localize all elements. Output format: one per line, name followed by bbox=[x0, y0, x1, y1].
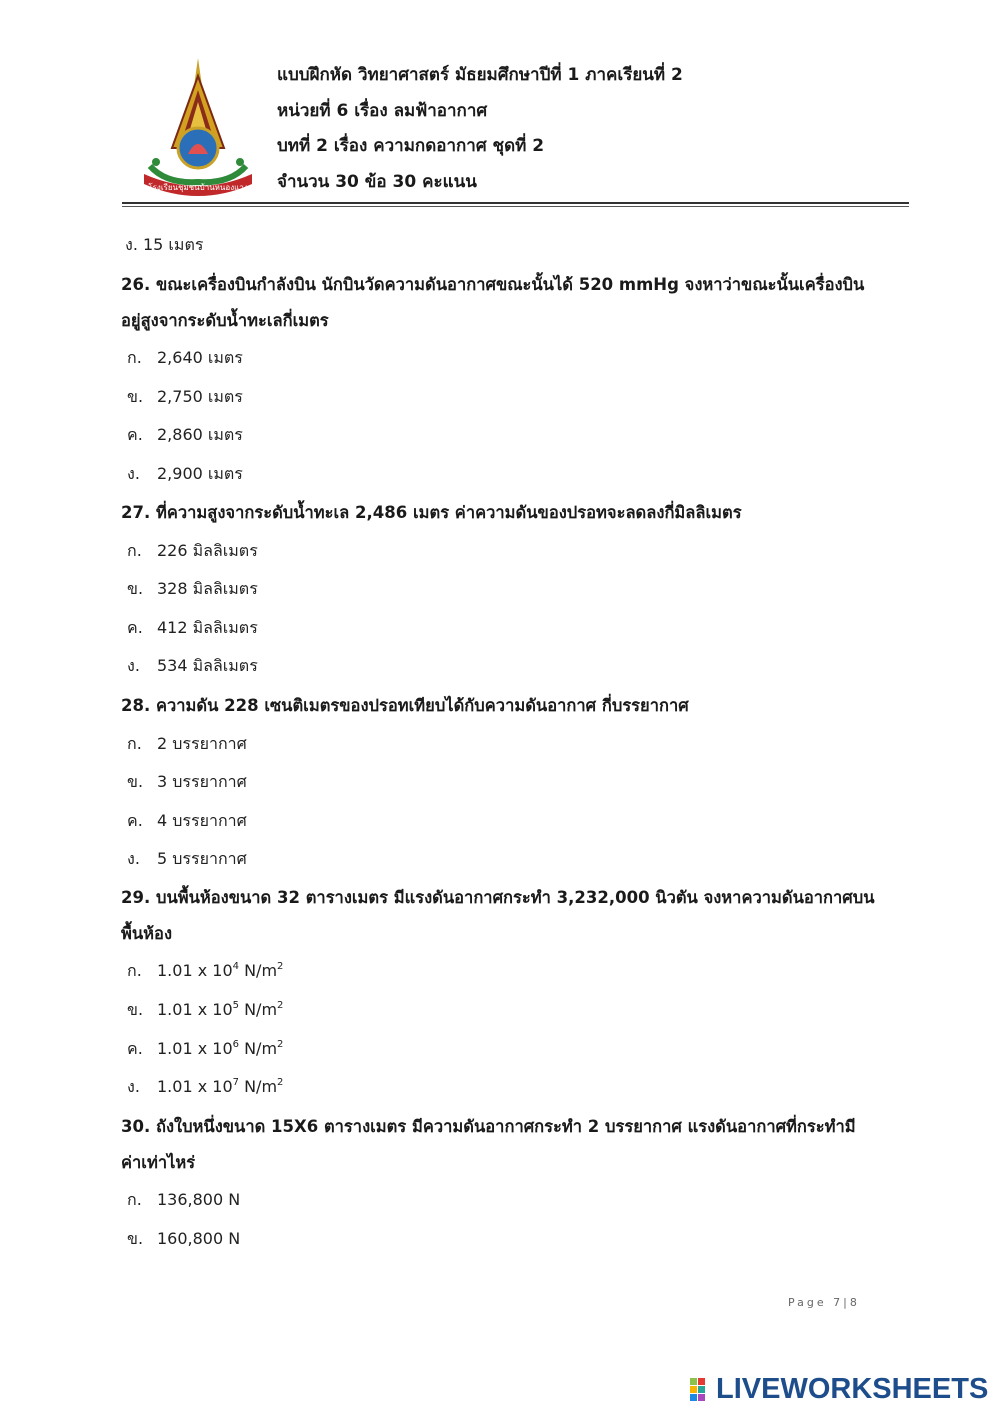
question-27-option-c: ค. 412 มิลลิเมตร bbox=[127, 618, 258, 637]
question-28-option-c: ค. 4 บรรยากาศ bbox=[127, 811, 247, 830]
question-27-option-a: ก. 226 มิลลิเมตร bbox=[127, 541, 258, 560]
school-logo bbox=[136, 56, 260, 196]
question-29-option-d: ง. 1.01 x $10^7$ $N/m^2$ bbox=[127, 1076, 284, 1096]
liveworksheets-brand[interactable] bbox=[690, 1373, 988, 1406]
question-29-line-2: พื้นห้อง bbox=[121, 924, 172, 943]
question-30-line-2: ค่าเท่าไหร่ bbox=[121, 1153, 196, 1172]
header-divider-thin bbox=[122, 206, 909, 207]
header-chapter: บทที่ 2 เรื่อง ความกดอากาศ ชุดที่ 2 bbox=[277, 136, 545, 156]
header-unit: หน่วยที่ 6 เรื่อง ลมฟ้าอากาศ bbox=[277, 100, 488, 121]
question-28-option-a: ก. 2 บรรยากาศ bbox=[127, 734, 247, 753]
question-27-option-d: ง. 534 มิลลิเมตร bbox=[127, 656, 258, 675]
question-29-line-1: 29. บนพื้นห้องขนาด 32 ตารางเมตร มีแรงดันอากาศกระทำ 3,232,000 นิวตัน จงหาความดันอากาศบน bbox=[121, 888, 875, 907]
question-29-option-b: ข. 1.01 x $10^5$ $N/m^2$ bbox=[127, 999, 284, 1019]
liveworksheets-wordmark: LIVEWORKSHEETS bbox=[716, 1373, 989, 1405]
question-28-line-1: 28. ความดัน 228 เซนติเมตรของปรอทเทียบได้กับความดันอากาศ กี่บรรยากาศ bbox=[121, 696, 689, 715]
question-26-line-2: อยู่สูงจากระดับน้ำทะเลกี่เมตร bbox=[121, 311, 329, 330]
question-28-option-b: ข. 3 บรรยากาศ bbox=[127, 772, 247, 791]
svg-text:โรงเรียนชุมชนบ้านหนองแวง: โรงเรียนชุมชนบ้านหนองแวง bbox=[148, 183, 248, 192]
question-26-option-c: ค. 2,860 เมตร bbox=[127, 425, 243, 444]
header-count: จำนวน 30 ข้อ 30 คะแนน bbox=[277, 171, 477, 192]
question-30-line-1: 30. ถังใบหนึ่งขนาด 15X6 ตารางเมตร มีความดันอากาศกระทำ 2 บรรยากาศ แรงดันอากาศที่กระทำมี bbox=[121, 1117, 856, 1136]
question-26-line-1: 26. ขณะเครื่องบินกำลังบิน นักบินวัดความดันอากาศขณะนั้นได้ 520 mmHg จงหาว่าขณะนั้นเครื่องบิน bbox=[121, 275, 865, 294]
liveworksheets-logo-icon bbox=[690, 1378, 714, 1402]
question-26-option-a: ก. 2,640 เมตร bbox=[127, 348, 243, 367]
question-29-option-c: ค. 1.01 x $10^6$ $N/m^2$ bbox=[127, 1038, 284, 1058]
question-28-option-d: ง. 5 บรรยากาศ bbox=[127, 849, 247, 868]
question-30-option-a: ก. 136,800 N bbox=[127, 1190, 241, 1209]
header-divider bbox=[122, 202, 909, 204]
question-30-option-b: ข. 160,800 N bbox=[127, 1229, 241, 1248]
carryover-option: ง. 15 เมตร bbox=[125, 235, 204, 254]
question-26-option-b: ข. 2,750 เมตร bbox=[127, 387, 243, 406]
question-26-option-d: ง. 2,900 เมตร bbox=[127, 464, 243, 483]
question-27-line-1: 27. ที่ความสูงจากระดับน้ำทะเล 2,486 เมตร ค่าความดันของปรอทจะลดลงกี่มิลลิเมตร bbox=[121, 503, 742, 522]
page-number: Page 7|8 bbox=[788, 1296, 860, 1309]
header bbox=[277, 62, 683, 204]
question-27-option-b: ข. 328 มิลลิเมตร bbox=[127, 579, 258, 598]
question-29-option-a: ก. 1.01 x $10^4$ $N/m^2$ bbox=[127, 960, 284, 980]
header-title: แบบฝึกหัด วิทยาศาสตร์ มัธยมศึกษาปีที่ 1 ภาคเรียนที่ 2 bbox=[277, 65, 683, 85]
